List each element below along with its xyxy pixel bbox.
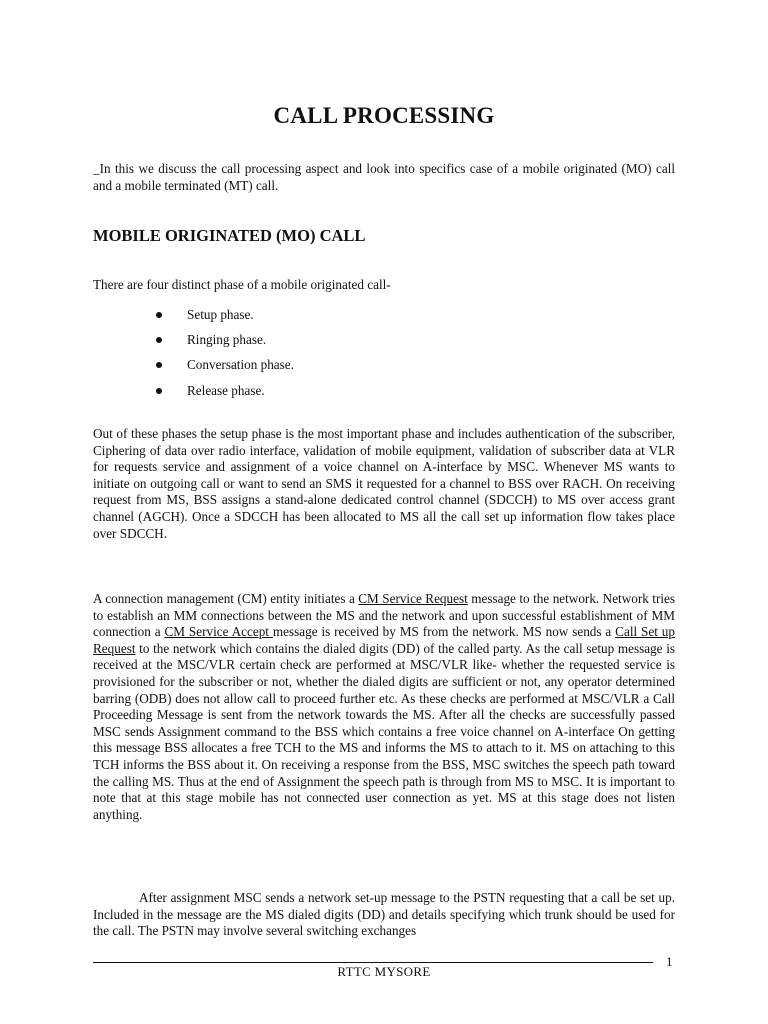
phases-list <box>155 302 294 403</box>
section-heading: MOBILE ORIGINATED (MO) CALL <box>93 226 366 245</box>
text-run: A connection management (CM) entity initiates a <box>93 591 359 606</box>
phase-label: Ringing phase. <box>187 331 267 347</box>
setup-phase-paragraph: Out of these phases the setup phase is the most important phase and includes authentication of the subscriber, Ciphering of data over radio interface, validation of mobile equipment, validation of subscriber data at VLR for requests service and assignment of a voice channel on A-interface by MSC. Whenever MS wants to initiate on outgoing call or want to send an SMS it requested for a channel to BSS over RACH. On receiving request from MS, BSS assigns a stand-alone dedicated control channel (SDCCH) to MS over access grant channel (AGCH). Once a SDCCH has been allocated to MS all the call set up information flow takes place over SDCCH. <box>93 426 675 541</box>
phases-intro: There are four distinct phase of a mobile originated call- <box>93 277 391 292</box>
phase-label: Conversation phase. <box>187 357 294 373</box>
footer-divider <box>93 962 653 963</box>
list-item <box>155 353 294 378</box>
text-run: to the network which contains the dialed digits (DD) of the called party. As the call setup message is received at the MSC/VLR certain check are performed at MSC/VLR like- whether the requested service is provisioned for the subscriber or not, whether the dialed digits are sufficient or not, any operator determined barring (ODB) does not allow call to proceed further etc. As these checks are performed at MSC/VLR a Call Proceeding Message is sent from the network towards the MS. After all the checks are successfully passed MSC sends Assignment command to the BSS which contains a free voice channel on A-interface On getting this message BSS allocates a free TCH to the MS and informs the MS to attach to it. MS on attaching to this TCH informs the BSS about it. On receiving a response from the BSS, MSC switches the speech path toward the calling MS. Thus at the end of Assignment the speech path is through from MS to MSC. It is important to note that at this stage mobile has not connected user connection as yet. MS at this stage does not listen anything. <box>93 640 675 822</box>
text-run: message to the network. Network tries to establish an MM connections between the MS and the network and upon successful establishment of MM connection a <box>93 591 675 640</box>
call-setup-request-term: Call Set up Request <box>93 624 675 656</box>
footer-label: RTTC MYSORE <box>337 964 431 979</box>
bullet-icon <box>156 362 162 368</box>
bullet-icon <box>156 312 162 318</box>
list-item <box>155 302 294 327</box>
list-item <box>155 378 294 403</box>
cm-service-request-term: CM Service Request <box>358 591 468 606</box>
phase-label: Setup phase. <box>187 306 254 322</box>
page-number: 1 <box>666 954 673 969</box>
intro-paragraph: _In this we discuss the call processing aspect and look into specifics case of a mobile originated (MO) call and a mobile terminated (MT) call. <box>93 161 675 193</box>
bullet-icon <box>156 388 162 394</box>
cm-service-accept-term: CM Service Accept <box>164 624 273 640</box>
cm-entity-paragraph <box>93 591 675 823</box>
list-item <box>155 327 294 352</box>
page-title: CALL PROCESSING <box>273 103 495 128</box>
assignment-paragraph: After assignment MSC sends a network set-up message to the PSTN requesting that a call be set up. Included in the message are the MS dialed digits (DD) and details specifying which trunk should be used for the call. The PSTN may involve several switching exchanges <box>93 890 675 939</box>
phase-label: Release phase. <box>187 382 265 398</box>
text-run: message is received by MS from the network. MS now sends a <box>272 624 616 640</box>
bullet-icon <box>156 337 162 343</box>
